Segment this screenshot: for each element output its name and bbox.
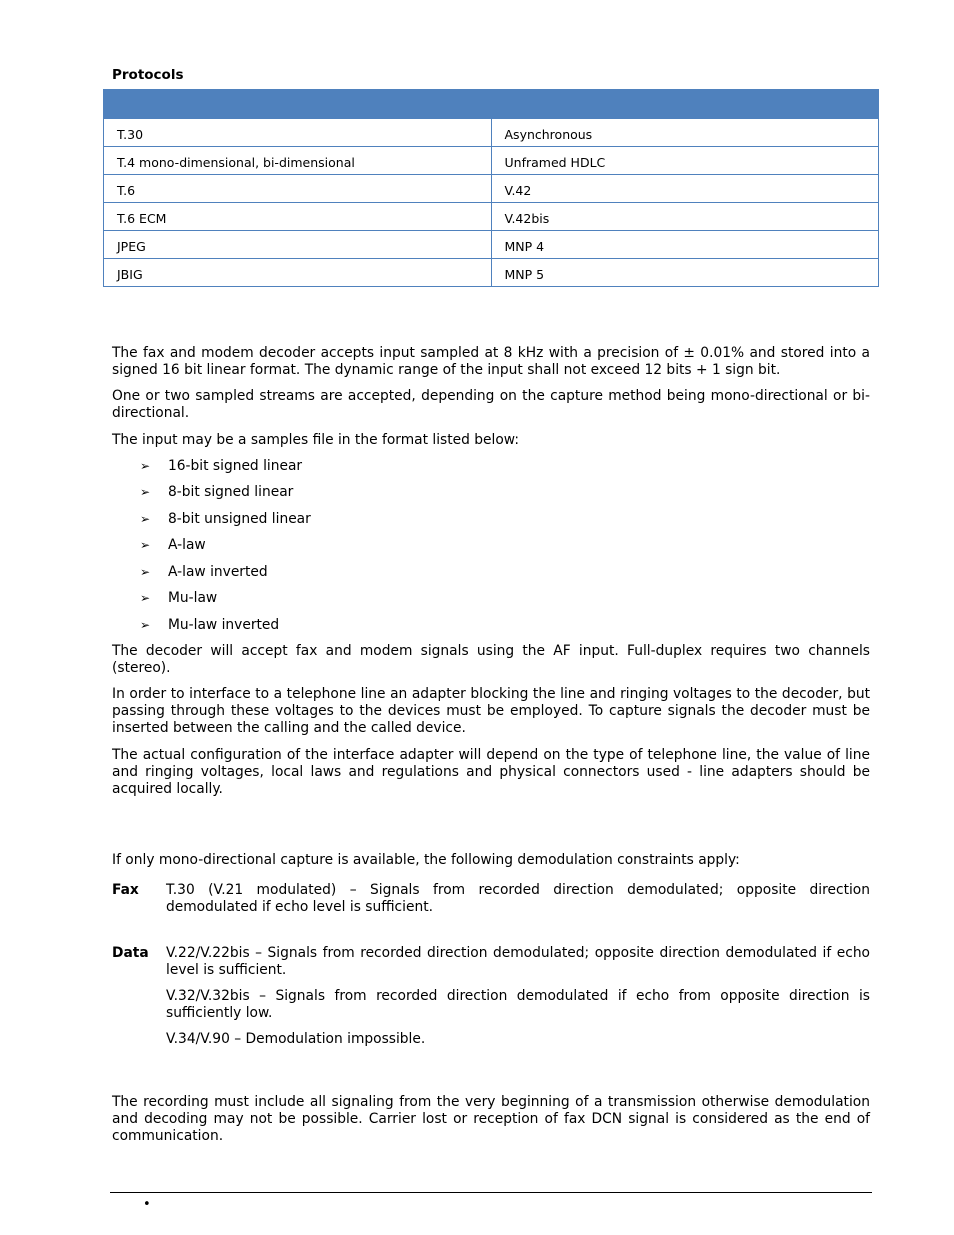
arrow-bullet-icon: ➢: [140, 618, 151, 632]
arrow-bullet-icon: ➢: [140, 538, 151, 552]
table-header-row: [104, 90, 879, 119]
list-item: ➢ 16-bit signed linear: [140, 458, 303, 474]
list-item: ➢ A-law: [140, 537, 206, 553]
protocols-table: [103, 89, 879, 287]
data-description-3: V.34/V.90 – Demodulation impossible.: [166, 1031, 426, 1047]
input-paragraph-1: The fax and modem decoder accepts input sampled at 8 kHz with a precision of ± 0.01% and stored into a signed 16 bit linear format. The dynamic range of the input shall not exceed 12 bits + 1 sign bit.: [112, 345, 870, 379]
table-row: [104, 259, 879, 287]
fax-label: Fax: [112, 882, 139, 898]
data-description-1: V.22/V.22bis – Signals from recorded direction demodulated; opposite direction demodulated if echo level is sufficient.: [166, 945, 870, 979]
arrow-bullet-icon: ➢: [140, 512, 151, 526]
table-row: [104, 175, 879, 203]
table-cell: JPEG: [104, 231, 492, 259]
data-description-2: V.32/V.32bis – Signals from recorded direction demodulated if echo from opposite direction is sufficiently low.: [166, 988, 870, 1022]
arrow-bullet-icon: ➢: [140, 485, 151, 499]
list-item: ➢ 8-bit signed linear: [140, 484, 294, 500]
table-cell: T.4 mono-dimensional, bi-dimensional: [104, 147, 492, 175]
table-row: [104, 119, 879, 147]
fax-description: T.30 (V.21 modulated) – Signals from recorded direction demodulated; opposite direction demodulated if echo level is sufficient.: [166, 882, 870, 916]
section-title: Protocols: [112, 67, 184, 83]
input-paragraph-3: The input may be a samples file in the format listed below:: [112, 432, 519, 448]
arrow-bullet-icon: ➢: [140, 459, 151, 473]
input-paragraph-6: The actual configuration of the interface adapter will depend on the type of telephone line, the value of line and ringing voltages, local laws and regulations and physical connectors used - line adapters should be acquired locally.: [112, 747, 870, 798]
table-cell: T.30: [104, 119, 492, 147]
table-cell: T.6 ECM: [104, 203, 492, 231]
list-item: ➢ Mu-law inverted: [140, 617, 280, 633]
input-paragraph-4: The decoder will accept fax and modem signals using the AF input. Full-duplex requires two channels (stereo).: [112, 643, 870, 677]
table-cell: T.6: [104, 175, 492, 203]
arrow-bullet-icon: ➢: [140, 565, 151, 579]
input-paragraph-5: In order to interface to a telephone line an adapter blocking the line and ringing voltages to the decoder, but passing through these voltages to the devices must be employed. To capture signals the decoder must be inserted between the calling and the called device.: [112, 686, 870, 737]
list-item: ➢ 8-bit unsigned linear: [140, 511, 311, 527]
table-cell: Asynchronous: [491, 119, 879, 147]
input-paragraph-2: One or two sampled streams are accepted, depending on the capture method being mono-directional or bi-directional.: [112, 388, 870, 422]
footer-bullet: •: [143, 1197, 151, 1212]
table-cell: V.42bis: [491, 203, 879, 231]
arrow-bullet-icon: ➢: [140, 591, 151, 605]
data-label: Data: [112, 945, 149, 961]
table-row: [104, 231, 879, 259]
table-row: [104, 203, 879, 231]
constraints-intro: If only mono-directional capture is available, the following demodulation constraints apply:: [112, 852, 740, 868]
list-item: ➢ A-law inverted: [140, 564, 268, 580]
list-item: ➢ Mu-law: [140, 590, 218, 606]
table-cell: MNP 4: [491, 231, 879, 259]
table-row: [104, 147, 879, 175]
table-cell: Unframed HDLC: [491, 147, 879, 175]
table-cell: V.42: [491, 175, 879, 203]
table-cell: MNP 5: [491, 259, 879, 287]
table-cell: JBIG: [104, 259, 492, 287]
footer-divider: [110, 1192, 872, 1193]
recording-note: The recording must include all signaling from the very beginning of a transmission otherwise demodulation and decoding may not be possible. Carrier lost or reception of fax DCN signal is considered as the end of communication.: [112, 1094, 870, 1145]
